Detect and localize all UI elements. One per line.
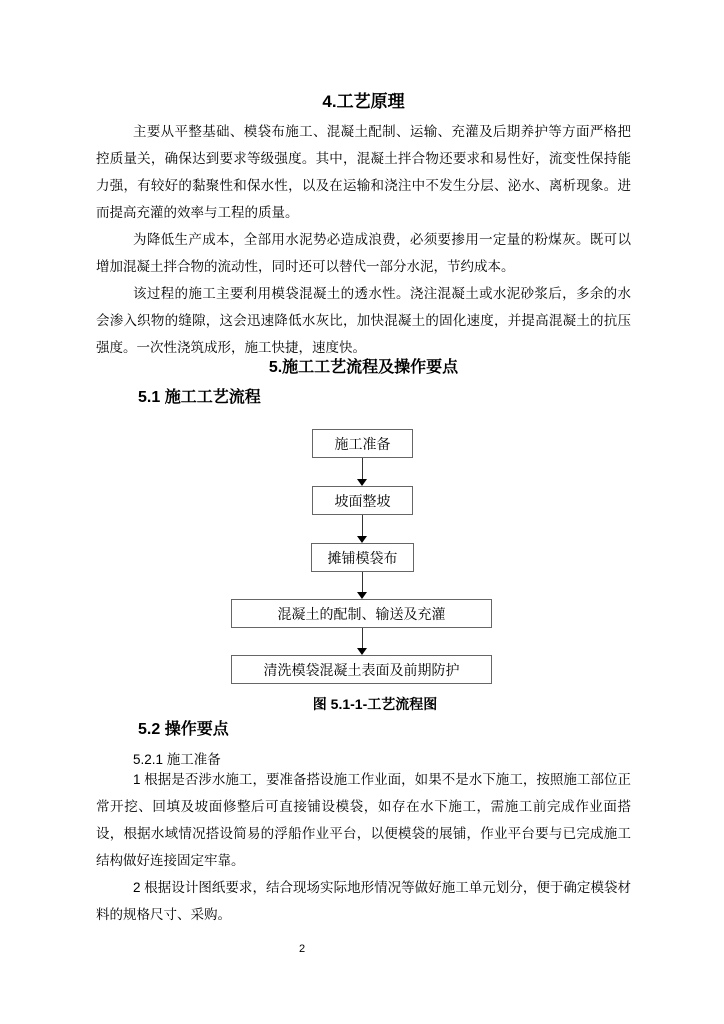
flow-step-label: 混凝土的配制、输送及充灌 [277, 605, 446, 622]
section-4-paragraph-2: 为降低生产成本，全部用水泥势必造成浪费，必须要掺用一定量的粉煤灰。既可以增加混凝土拌合物的流动性，同时还可以替代一部分水泥，节约成本。 [96, 232, 631, 274]
flow-arrow-stem [362, 628, 363, 648]
flow-step-concrete-mix-convey-fill [231, 599, 492, 628]
section-5-2-1-heading: 5.2.1 施工准备 [133, 752, 221, 767]
flow-arrow-stem [362, 458, 363, 479]
section-5-1-heading: 5.1 施工工艺流程 [138, 389, 261, 406]
section-5-2-heading: 5.2 操作要点 [138, 721, 229, 738]
flow-arrow-down-icon [357, 648, 367, 655]
flow-step-label: 坡面整坡 [334, 492, 391, 509]
flow-step-label: 摊铺模袋布 [327, 549, 398, 566]
section-5-heading: 5.施工工艺流程及操作要点 [268, 359, 459, 376]
page-number: 2 [298, 943, 306, 955]
flow-arrow-down-icon [357, 536, 367, 543]
section-4-heading: 4.工艺原理 [322, 92, 405, 111]
flow-arrow-down-icon [357, 592, 367, 599]
flow-step-clean-surface-protection [231, 655, 492, 684]
flow-step-label: 施工准备 [334, 435, 391, 452]
section-4-paragraph-1: 主要从平整基础、模袋布施工、混凝土配制、运输、充灌及后期养护等方面严格把控质量关，确保达到要求等级强度。其中，混凝土拌合物还要求和易性好，流变性保持能力强，有较好的黏聚性和保水性，以及在运输和浇注中不发生分层、泌水、离析现象。进而提高充灌的效率与工程的质量。 [96, 124, 631, 220]
flow-arrow-down-icon [357, 479, 367, 486]
flow-arrow-stem [362, 515, 363, 536]
section-4-paragraph-3: 该过程的施工主要利用模袋混凝土的透水性。浇注混凝土或水泥砂浆后，多余的水会渗入织物的缝隙，这会迅速降低水灰比，加快混凝土的固化速度，并提高混凝土的抗压强度。一次性浇筑成形，施工快捷，速度快。 [96, 286, 631, 355]
section-5-2-1-paragraph-1: 1 根据是否涉水施工，要准备搭设施工作业面，如果不是水下施工，按照施工部位正常开挖、回填及坡面修整后可直接铺设模袋，如存在水下施工，需施工前完成作业面搭设，根据水域情况搭设简易的浮船作业平台，以便模袋的展铺，作业平台要与已完成施工结构做好连接固定牢靠。 [96, 772, 631, 868]
flow-step-slope-leveling [312, 486, 413, 515]
flow-step-label: 清洗模袋混凝土表面及前期防护 [263, 661, 460, 678]
section-5-2-1-paragraph-2: 2 根据设计图纸要求，结合现场实际地形情况等做好施工单元划分，便于确定模袋材料的规格尺寸、采购。 [96, 880, 631, 922]
flow-step-lay-fabric-form [311, 543, 414, 572]
figure-caption: 图 5.1-1-工艺流程图 [312, 696, 438, 712]
flow-step-construction-preparation [312, 429, 413, 458]
flow-arrow-stem [362, 572, 363, 592]
